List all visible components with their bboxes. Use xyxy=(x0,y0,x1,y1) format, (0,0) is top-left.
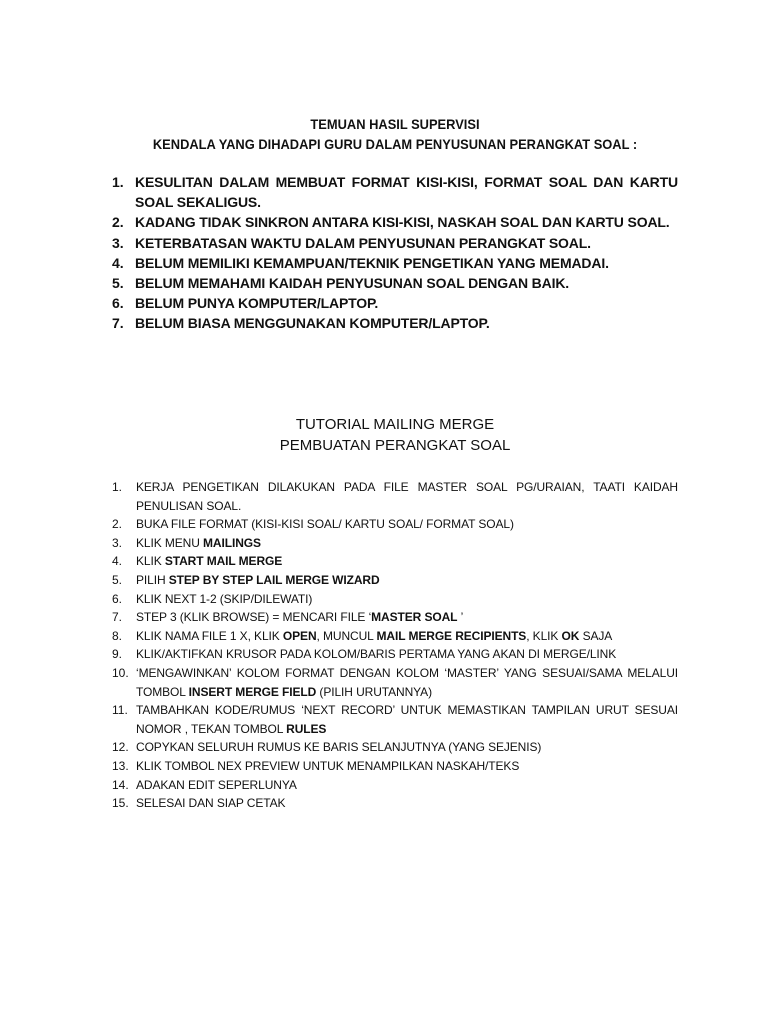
tutorial-title xyxy=(112,414,678,456)
list-item xyxy=(112,738,678,757)
list-item xyxy=(112,515,678,534)
step-text-bold: MASTER SOAL xyxy=(371,610,458,625)
item-number: 5. xyxy=(112,275,124,292)
step-text-bold: INSERT MERGE FIELD xyxy=(188,684,317,699)
step-text xyxy=(136,701,678,738)
list-item xyxy=(112,313,678,333)
step-text-part: COPYKAN SELURUH RUMUS KE BARIS SELANJUTNYA (YANG SEJENIS) xyxy=(136,740,542,755)
findings-title-line2: KENDALA YANG DIHADAPI GURU DALAM PENYUSUNAN PERANGKAT SOAL : xyxy=(152,136,638,152)
step-text xyxy=(136,571,678,590)
step-text-part: SELESAI DAN SIAP CETAK xyxy=(136,796,286,811)
list-item xyxy=(112,645,678,664)
item-text: KETERBATASAN WAKTU DALAM PENYUSUNAN PERANGKAT SOAL. xyxy=(135,234,591,251)
step-text-bold: MAILINGS xyxy=(203,535,261,550)
step-text-bold: OPEN xyxy=(282,628,317,643)
step-number: 7. xyxy=(112,610,123,625)
step-text-part: KLIK NEXT 1-2 (SKIP/DILEWATI) xyxy=(136,591,313,606)
step-text xyxy=(136,627,678,646)
step-text-bold: START MAIL MERGE xyxy=(164,554,283,569)
list-item xyxy=(112,664,678,701)
tutorial-steps-list xyxy=(112,478,678,813)
step-text-part: TAMBAHKAN KODE/RUMUS ‘NEXT RECORD’ UNTUK MEMASTIKAN TAMPILAN URUT SESUAI NOMOR , TEKAN TOMBOL xyxy=(136,703,678,736)
step-text xyxy=(136,738,678,757)
step-text-bold: STEP BY STEP LAIL MERGE WIZARD xyxy=(168,572,380,587)
step-text-bold: MAIL MERGE RECIPIENTS xyxy=(376,628,527,643)
step-text-part: STEP 3 (KLIK BROWSE) = MENCARI FILE ‘ xyxy=(136,610,372,625)
step-text-part: SAJA xyxy=(579,628,613,643)
step-text-part: ’ xyxy=(457,610,464,625)
step-number: 12. xyxy=(112,740,129,755)
findings-list xyxy=(112,172,678,334)
item-text: BELUM MEMILIKI KEMAMPUAN/TEKNIK PENGETIKAN YANG MEMADAI. xyxy=(135,254,609,271)
item-text: KESULITAN DALAM MEMBUAT FORMAT KISI-KISI, FORMAT SOAL DAN KARTU SOAL SEKALIGUS. xyxy=(135,174,678,211)
step-number: 1. xyxy=(112,480,123,494)
findings-title-line1: TEMUAN HASIL SUPERVISI xyxy=(310,116,480,132)
item-text: KADANG TIDAK SINKRON ANTARA KISI-KISI, NASKAH SOAL DAN KARTU SOAL. xyxy=(135,214,670,231)
step-text-part: KLIK MENU xyxy=(136,535,204,550)
item-number: 2. xyxy=(112,214,124,231)
list-item xyxy=(112,273,678,293)
step-number: 15. xyxy=(112,796,129,811)
step-text-part: PILIH xyxy=(136,572,169,587)
tutorial-title-line2: PEMBUATAN PERANGKAT SOAL xyxy=(279,437,511,454)
list-item xyxy=(112,571,678,590)
step-text-part: KLIK/AKTIFKAN KRUSOR PADA KOLOM/BARIS PERTAMA YANG AKAN DI MERGE/LINK xyxy=(136,647,617,662)
list-item xyxy=(112,701,678,738)
step-number: 3. xyxy=(112,535,123,550)
step-text xyxy=(136,534,678,553)
step-number: 14. xyxy=(112,777,129,792)
step-text xyxy=(136,757,678,776)
item-number: 3. xyxy=(112,234,124,251)
item-text: BELUM PUNYA KOMPUTER/LAPTOP. xyxy=(135,295,379,312)
step-text-part: KLIK NAMA FILE 1 X, KLIK xyxy=(136,628,283,643)
item-number: 7. xyxy=(112,315,124,332)
step-text xyxy=(136,590,678,609)
step-number: 6. xyxy=(112,591,123,606)
item-number: 1. xyxy=(112,174,124,190)
list-item xyxy=(112,757,678,776)
list-item xyxy=(112,552,678,571)
step-text xyxy=(136,794,678,813)
step-text xyxy=(136,515,678,534)
step-text xyxy=(136,608,678,627)
step-text xyxy=(136,645,678,664)
step-number: 9. xyxy=(112,647,123,662)
step-text xyxy=(136,552,678,571)
step-text-part: , KLIK xyxy=(526,628,562,643)
item-text: BELUM MEMAHAMI KAIDAH PENYUSUNAN SOAL DENGAN BAIK. xyxy=(135,275,570,292)
step-text xyxy=(136,478,678,515)
step-number: 4. xyxy=(112,554,123,569)
step-text-part: KLIK TOMBOL NEX PREVIEW UNTUK MENAMPILKAN NASKAH/TEKS xyxy=(136,758,520,773)
supervision-findings-section xyxy=(112,114,678,334)
list-item xyxy=(112,478,678,515)
item-text: BELUM BIASA MENGGUNAKAN KOMPUTER/LAPTOP. xyxy=(135,315,490,332)
list-item xyxy=(112,590,678,609)
list-item xyxy=(112,534,678,553)
item-number: 4. xyxy=(112,254,124,271)
step-text-part: ‘MENGAWINKAN’ KOLOM FORMAT DENGAN KOLOM ‘MASTER’ YANG SESUAI/SAMA MELALUI TOMBOL xyxy=(136,665,678,699)
step-number: 2. xyxy=(112,517,123,532)
findings-title xyxy=(135,114,656,154)
step-number: 13. xyxy=(112,758,129,773)
mail-merge-tutorial-section xyxy=(112,414,678,813)
item-number: 6. xyxy=(112,295,124,312)
step-number: 11. xyxy=(112,703,128,718)
step-text xyxy=(136,664,678,701)
list-item xyxy=(112,293,678,313)
list-item xyxy=(112,776,678,795)
step-text-part: ADAKAN EDIT SEPERLUNYA xyxy=(136,777,297,792)
list-item xyxy=(112,794,678,813)
list-item xyxy=(112,172,678,212)
step-number: 8. xyxy=(112,628,123,643)
step-text-part: KLIK xyxy=(136,554,165,569)
step-text-part: BUKA FILE FORMAT (KISI-KISI SOAL/ KARTU SOAL/ FORMAT SOAL) xyxy=(136,517,514,532)
list-item xyxy=(112,253,678,273)
step-text-part: , MUNCUL xyxy=(316,628,377,643)
tutorial-title-line1: TUTORIAL MAILING MERGE xyxy=(295,416,495,433)
list-item xyxy=(112,233,678,253)
step-text-bold: OK xyxy=(561,628,580,643)
step-number: 5. xyxy=(112,572,123,587)
step-text xyxy=(136,776,678,795)
step-text-part: (PILIH URUTANNYA) xyxy=(316,684,432,699)
list-item xyxy=(112,627,678,646)
step-text-bold: RULES xyxy=(286,721,327,736)
list-item xyxy=(112,212,678,232)
step-text-part: KERJA PENGETIKAN DILAKUKAN PADA FILE MASTER SOAL PG/URAIAN, TAATI KAIDAH PENULISAN SOAL. xyxy=(136,480,678,513)
step-number: 10. xyxy=(112,665,129,680)
list-item xyxy=(112,608,678,627)
